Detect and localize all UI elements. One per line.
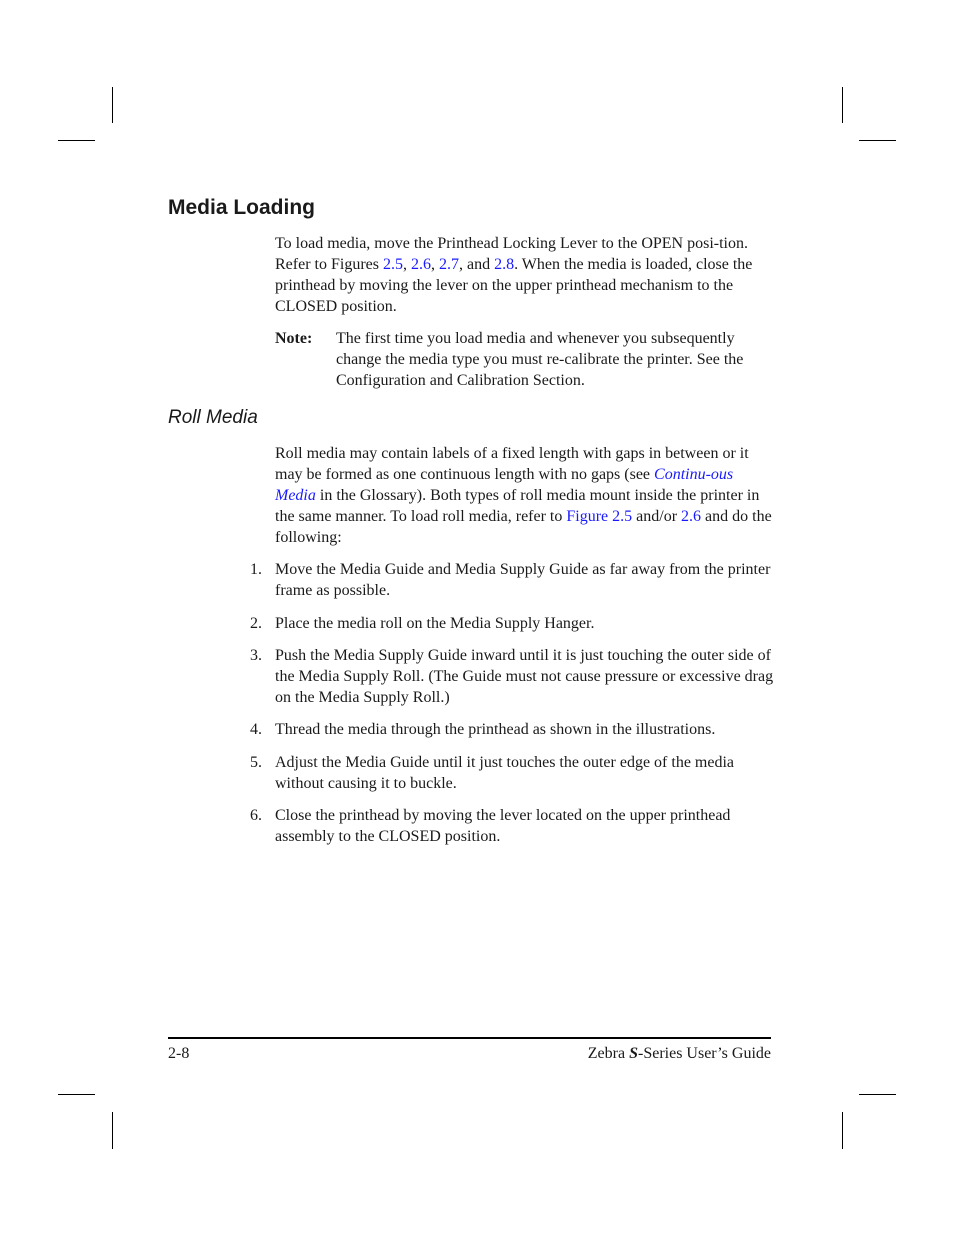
step-text: Push the Media Supply Guide inward until it is just touching the outer side of the Media Supply Roll. (The Guide must not cause pressure or excessive drag on the Media Supply Roll.) [275, 647, 774, 706]
crop-mark [58, 1094, 95, 1095]
roll-text: Roll media may contain labels of a fixed length with gaps in between or it may be formed as one continuous length with no gaps (see [275, 445, 749, 483]
subsection-heading: Roll Media [168, 407, 258, 428]
intro-text: . When the media is loaded, close the printhead by moving the lever on the upper printhead mechanism to the CLOSED position. [275, 256, 753, 315]
step-number: 5. [250, 754, 262, 771]
footer-rule [168, 1037, 771, 1039]
figure-link-2-8[interactable]: 2.8 [494, 256, 515, 273]
roll-text: and do the following: [275, 508, 772, 546]
note-label: Note: [275, 330, 313, 347]
crop-mark [859, 1094, 896, 1095]
separator: , [402, 256, 411, 273]
crop-mark [58, 140, 95, 141]
crop-mark [842, 1112, 843, 1149]
footer-series-letter: S [629, 1045, 638, 1062]
step-number: 3. [250, 647, 262, 664]
figure-link-2-6[interactable]: 2.6 [681, 508, 702, 525]
page-number: 2-8 [168, 1045, 190, 1062]
step-number: 4. [250, 721, 262, 738]
figure-link-2-5[interactable]: Figure 2.5 [566, 508, 633, 525]
footer-brand: Zebra [587, 1045, 630, 1062]
step-text: Place the media roll on the Media Supply Hanger. [275, 615, 595, 632]
figure-link-2-5[interactable]: 2.5 [382, 256, 403, 273]
crop-mark [112, 87, 113, 123]
separator: , [430, 256, 439, 273]
step-text: Thread the media through the printhead as shown in the illustrations. [275, 721, 716, 738]
step-number: 6. [250, 807, 262, 824]
crop-mark [859, 140, 896, 141]
note-text: The first time you load media and whenever you subsequently change the media type you must re-calibrate the printer. See the Configuration and Calibration Section. [336, 330, 744, 389]
roll-media-paragraph [275, 443, 775, 548]
continuous-media-link[interactable]: Continu-ous Media [275, 466, 734, 504]
footer-title [588, 1045, 771, 1063]
roll-text: in the Glossary). Both types of roll media mount inside the printer in the same manner. To load roll media, refer to [275, 487, 760, 525]
crop-mark [112, 1112, 113, 1149]
figure-link-2-6[interactable]: 2.6 [410, 256, 431, 273]
step-number: 2. [250, 615, 262, 632]
crop-mark [842, 87, 843, 123]
figure-link-2-7[interactable]: 2.7 [438, 256, 459, 273]
step-text: Close the printhead by moving the lever located on the upper printhead assembly to the CLOSED position. [275, 807, 731, 845]
section-heading: Media Loading [168, 196, 315, 219]
separator: , and [458, 256, 495, 273]
step-text: Adjust the Media Guide until it just touches the outer edge of the media without causing it to buckle. [275, 754, 735, 792]
intro-text: To load media, move the Printhead Locking Lever to the OPEN posi-tion. Refer to Figures [275, 235, 748, 273]
step-number: 1. [250, 561, 262, 578]
intro-paragraph [275, 233, 775, 317]
step-text: Move the Media Guide and Media Supply Guide as far away from the printer frame as possible. [275, 561, 771, 599]
roll-text: and/or [632, 508, 682, 525]
footer-title-rest: -Series User’s Guide [637, 1045, 771, 1062]
